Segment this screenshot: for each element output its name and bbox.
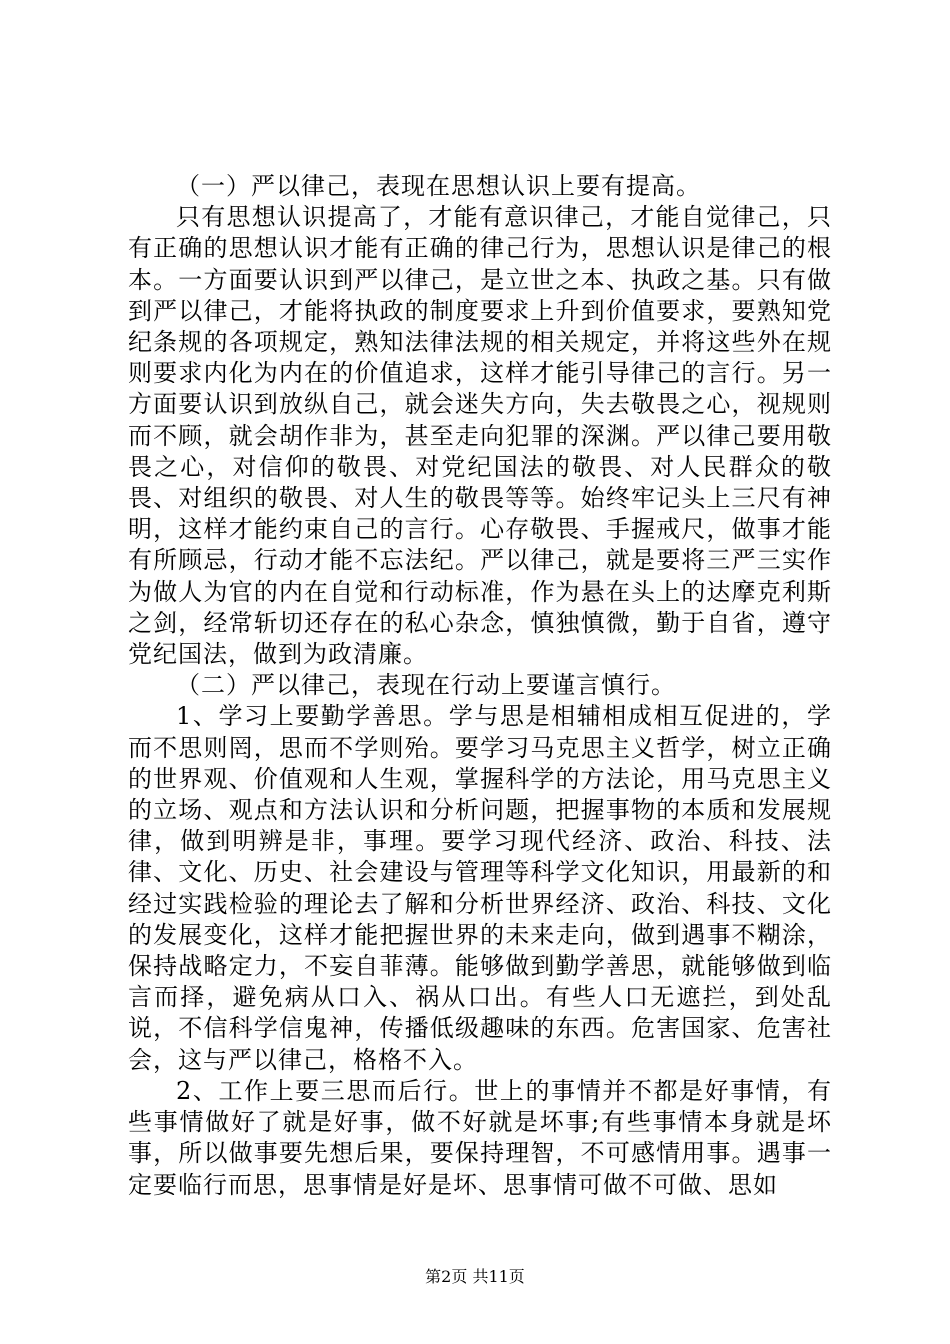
document-body — [128, 171, 832, 1201]
paragraph-study: 1、学习上要勤学善思。学与思是相辅相成相互促进的，学而不思则罔，思而不学则殆。要学习马克思主义哲学，树立正确的世界观、价值观和人生观，掌握科学的方法论，用马克思主义的立场、观点和方法认识和分析问题，把握事物的本质和发展规律，做到明辨是非，事理。要学习现代经济、政治、科技、法律、文化、历史、社会建设与管理等科学文化知识，用最新的和经过实践检验的理论去了解和分析世界经济、政治、科技、文化的发展变化，这样才能把握世界的未来走向，做到遇事不糊涂，保持战略定力，不妄自菲薄。能够做到勤学善思，就能够做到临言而择，避免病从口入、祸从口出。有些人口无遮拦，到处乱说，不信科学信鬼神，传播低级趣味的东西。危害国家、危害社会，这与严以律己，格格不入。 — [128, 702, 832, 1074]
section-heading-2: （二）严以律己，表现在行动上要谨言慎行。 — [176, 671, 676, 700]
section-heading-1: （一）严以律己，表现在思想认识上要有提高。 — [176, 172, 701, 200]
paragraph-work: 2、工作上要三思而后行。世上的事情并不都是好事情，有些事情做好了就是好事，做不好就是坏事;有些事情本身就是坏事，所以做事要先想后果，要保持理智，不可感情用事。遇事一定要临行而思，思事情是好是坏、思事情可做不可做、思如 — [128, 1076, 832, 1199]
page-number-footer: 第2页 共11页 — [425, 1267, 525, 1286]
paragraph-thought-awareness: 只有思想认识提高了，才能有意识律己，才能自觉律己，只有正确的思想认识才能有正确的律己行为，思想认识是律己的根本。一方面要认识到严以律己，是立世之本、执政之基。只有做到严以律己，才能将执政的制度要求上升到价值要求，要熟知党纪条规的各项规定，熟知法律法规的相关规定，并将这些外在规则要求内化为内在的价值追求，这样才能引导律己的言行。另一方面要认识到放纵自己，就会迷失方向，失去敬畏之心，视规则而不顾，就会胡作非为，甚至走向犯罪的深渊。严以律己要用敬畏之心，对信仰的敬畏、对党纪国法的敬畏、对人民群众的敬畏、对组织的敬畏、对人生的敬畏等等。始终牢记头上三尺有神明，这样才能约束自己的言行。心存敬畏、手握戒尺，做事才能有所顾忌，行动才能不忘法纪。严以律己，就是要将三严三实作为做人为官的内在自觉和行动标准，作为悬在头上的达摩克利斯之剑，经常斩切还存在的私心杂念，慎独慎微，勤于自省，遵守党纪国法，做到为政清廉。 — [128, 203, 832, 669]
